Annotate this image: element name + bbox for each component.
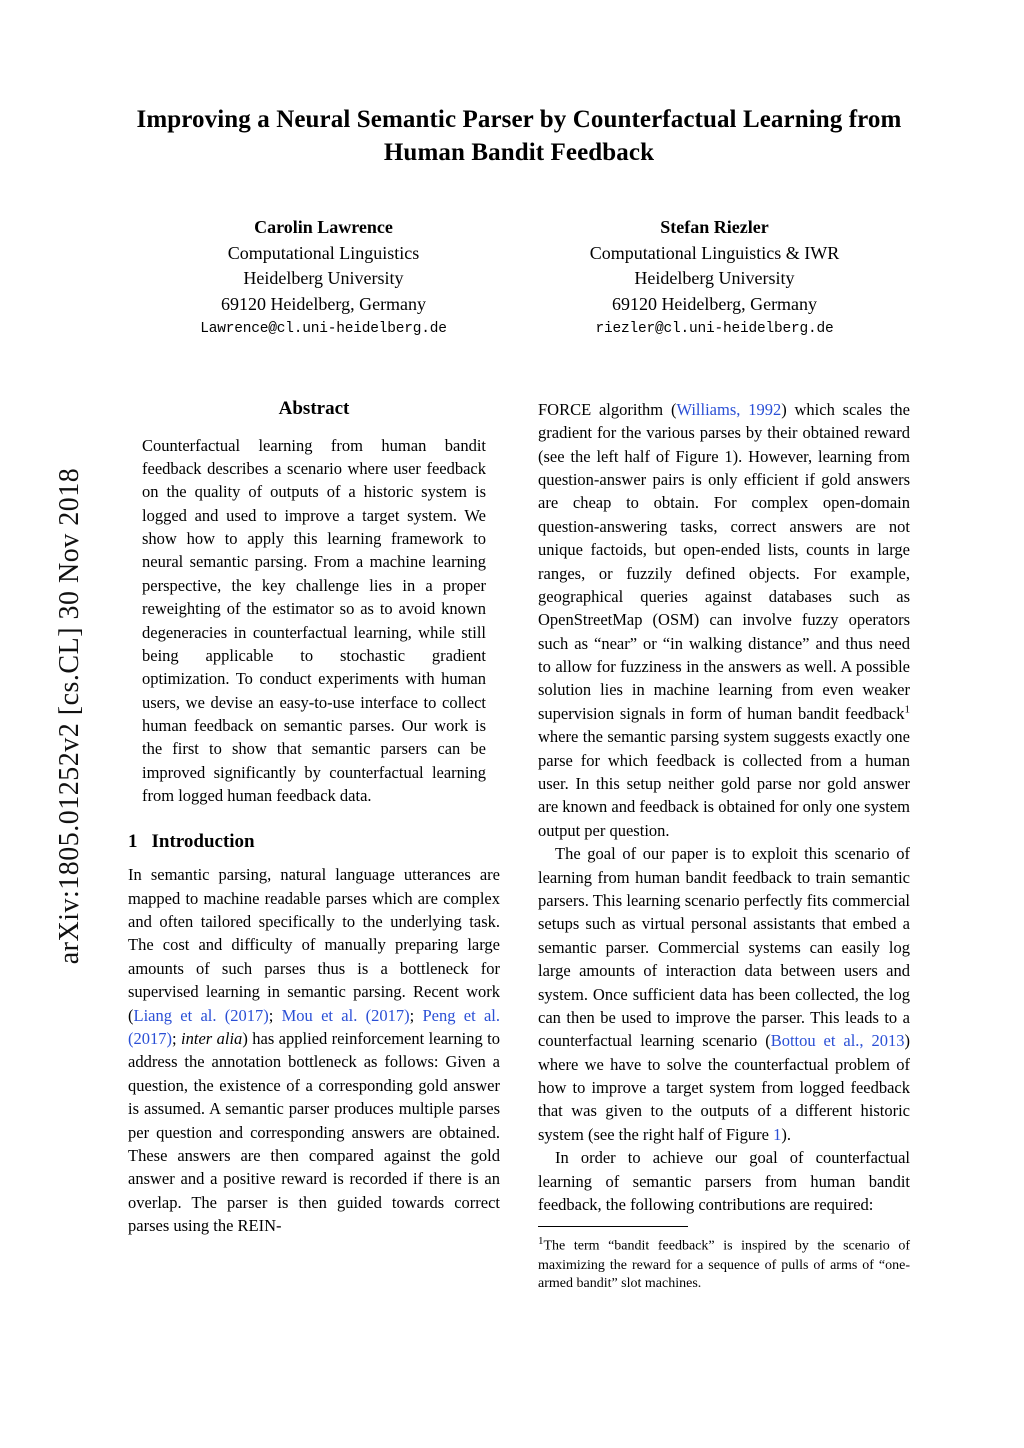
right-text-a: FORCE algorithm ( bbox=[538, 399, 677, 419]
author-affiliation: Computational Linguistics bbox=[227, 242, 420, 263]
author-block-2 bbox=[519, 215, 910, 340]
intro-text-d: ; bbox=[172, 1029, 182, 1048]
left-column bbox=[128, 398, 500, 1294]
author-affiliation: Heidelberg University bbox=[243, 268, 404, 289]
author-name: Stefan Riezler bbox=[660, 217, 769, 237]
citation-mou[interactable]: Mou et al. (2017) bbox=[281, 1005, 410, 1025]
section-title: Introduction bbox=[151, 831, 255, 853]
inter-alia: inter alia bbox=[181, 1029, 243, 1048]
arxiv-stamp: arXiv:1805.01252v2 [cs.CL] 30 Nov 2018 bbox=[54, 467, 85, 965]
footnote-divider bbox=[538, 1226, 688, 1227]
author-address: 69120 Heidelberg, Germany bbox=[220, 293, 427, 314]
author-email: riezler@cl.uni-heidelberg.de bbox=[595, 321, 834, 338]
intro-paragraph-1 bbox=[128, 863, 500, 1237]
right-text-e: ) where we have to solve the counterfactual problem of how to improve a target system from logged feedback that was given to the outputs of a different historic system (see the right half of Figure bbox=[538, 1031, 910, 1144]
right-paragraph-1 bbox=[538, 398, 910, 842]
author-address: 69120 Heidelberg, Germany bbox=[611, 293, 818, 314]
right-paragraph-3: In order to achieve our goal of counterfactual learning of semantic parsers from human bandit feedback, the following contributions are required: bbox=[538, 1148, 910, 1215]
citation-bottou[interactable]: Bottou et al., 2013 bbox=[770, 1031, 905, 1051]
citation-peng[interactable]: Peng et al. (2017) bbox=[128, 1005, 500, 1048]
section-number: 1 bbox=[128, 831, 138, 853]
right-text-f: ). bbox=[781, 1124, 791, 1144]
right-text-b: ) which scales the gradient for the various parses by their obtained reward (see the left half of Figure 1). However, learning from question-answer pairs is only efficient if gold answers are cheap to obtain. For complex open-domain question-answering tasks, correct answers are not unique factoids, but open-ended lists, counts in large ranges, or fuzzily defined objects. For example, geographical queries against databases such as OpenStreetMap (OSM) can involve fuzzy operators such as “near” or “in walking distance” and thus need to allow for fuzziness in the answers as well. A possible solution lies in machine learning from even weaker supervision signals in form of human bandit feedback bbox=[538, 399, 910, 723]
citation-williams[interactable]: Williams, 1992 bbox=[676, 399, 782, 419]
intro-text-c: ; bbox=[409, 1005, 423, 1025]
two-column-body bbox=[128, 398, 910, 1294]
right-text-c: where the semantic parsing system suggests exactly one parse for which feedback is collected from a human user. In this setup neither gold parse nor gold answer are known and feedback is obtained for only one system output per question. bbox=[538, 727, 910, 840]
author-list bbox=[128, 215, 910, 340]
intro-text-e: ) has applied reinforcement learning to address the annotation bottleneck as follows: Given a question, the existence of a corresponding gold answer is assumed. A semantic parser produces multiple parses per question and corresponding answers are obtained. These answers are then compared against the gold answer and a positive reward is recorded if there is an overlap. The parser is then guided towards correct parses using the REIN- bbox=[128, 1029, 500, 1236]
author-block-1 bbox=[128, 215, 519, 340]
abstract-heading: Abstract bbox=[278, 397, 350, 419]
footnote-number: 1 bbox=[538, 1235, 544, 1248]
intro-text-b: ; bbox=[268, 1005, 282, 1025]
footnote-1 bbox=[538, 1234, 910, 1293]
footnote-text: The term “bandit feedback” is inspired by the scenario of maximizing the reward for a sequence of pulls of arms of “one-armed bandit” slot machines. bbox=[538, 1239, 910, 1292]
footnote-marker: 1 bbox=[904, 703, 910, 716]
abstract-text: Counterfactual learning from human bandit feedback describes a scenario where user feedback on the quality of outputs of a historic system is logged and used to improve a target system. We show how to apply this learning framework to neural semantic parsing. From a machine learning perspective, the key challenge lies in a proper reweighting of the estimator so as to avoid known degeneracies in counterfactual learning, while still being applicable to stochastic gradient optimization. To conduct experiments with human users, we devise an easy-to-use interface to collect human feedback on semantic parses. Our work is the first to show that semantic parsers can be improved significantly by counterfactual learning from logged human feedback data. bbox=[142, 435, 486, 805]
author-email: Lawrence@cl.uni-heidelberg.de bbox=[200, 321, 447, 338]
page-title: Improving a Neural Semantic Parser by Counterfactual Learning from Human Bandit Feedback bbox=[136, 106, 902, 166]
citation-liang[interactable]: Liang et al. (2017) bbox=[133, 1005, 269, 1025]
section-heading-introduction bbox=[128, 831, 500, 853]
paper-content bbox=[128, 104, 910, 1294]
right-column bbox=[538, 398, 910, 1294]
author-affiliation: Computational Linguistics & IWR bbox=[589, 242, 840, 263]
author-name: Carolin Lawrence bbox=[254, 217, 393, 237]
right-paragraph-2 bbox=[538, 842, 910, 1146]
intro-text-a: In semantic parsing, natural language utterances are mapped to machine readable parses which are complex and often tailored specifically to the underlying task. The cost and difficulty of manually preparing large amounts of such parses thus is a bottleneck for supervised learning in semantic parsing. Recent work ( bbox=[128, 865, 500, 1025]
figure-reference-1[interactable]: 1 bbox=[773, 1124, 782, 1144]
right-text-d: The goal of our paper is to exploit this scenario of learning from human bandit feedback to train semantic parsers. This learning scenario perfectly fits commercial setups such as virtual personal assistants that embed a semantic parser. Commercial systems can easily log large amounts of interaction data between users and system. Once sufficient data has been collected, the log can then be used to improve the parser. This leads to a counterfactual learning scenario ( bbox=[538, 844, 910, 1051]
author-affiliation: Heidelberg University bbox=[634, 268, 795, 289]
